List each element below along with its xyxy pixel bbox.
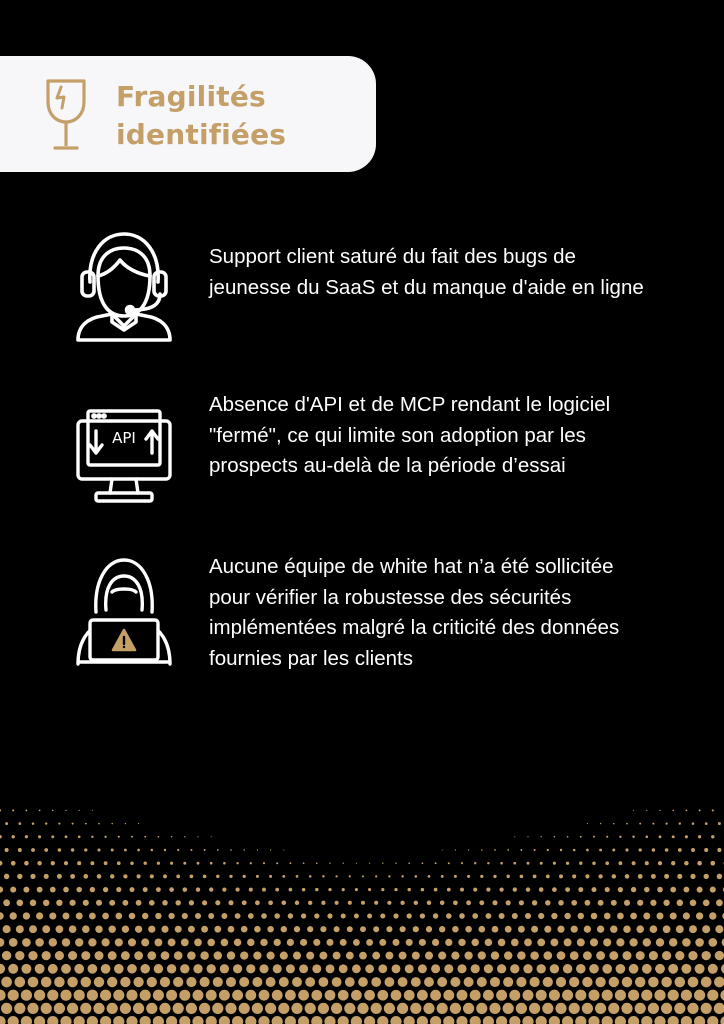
item-text: Aucune équipe de white hat n’a été sollicitée pour vérifier la robustesse des sécurités implémentées malgré la criticité des données fournies par les clients bbox=[209, 555, 620, 670]
halftone-dot-pattern bbox=[0, 780, 724, 1024]
page-title: Fragilités identifiées bbox=[116, 80, 287, 151]
fragile-glass-icon bbox=[44, 78, 88, 152]
item-text: Support client saturé du fait des bugs de jeunesse du SaaS et du manque d'aide en ligne bbox=[209, 245, 644, 299]
item-text: Absence d'API et de MCP rendant le logiciel "fermé", ce qui limite son adoption par les prospects au-delà de la période d’essai bbox=[209, 393, 611, 477]
support-agent-headset-icon bbox=[72, 230, 176, 350]
header-card bbox=[0, 56, 376, 172]
api-monitor-icon bbox=[72, 396, 176, 516]
hacker-laptop-warning-icon bbox=[72, 552, 176, 672]
api-label: API bbox=[112, 429, 136, 447]
